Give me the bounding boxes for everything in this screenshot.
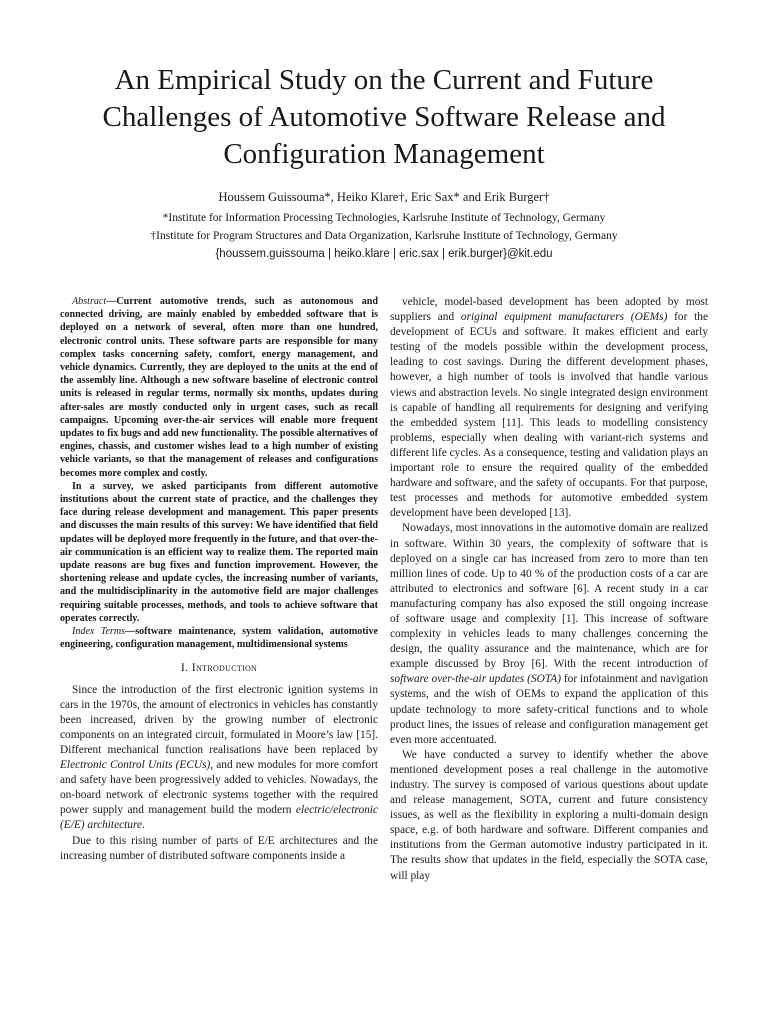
abstract-text-1: —Current automotive trends, such as autonomous and connected driving, are mainly enabled by embedded software that is deployed on a network of several, often more than one hundred, electronic control units. These software parts are responsible for many complex tasks concerning safety, comfort, energy management, and vehicle dynamics. Currently, they are deployed to the units at the end of the assembly line. Although a new software baseline of electronic control units is released in regular terms, normally six months, updates during after-sales are mostly conducted only in urgent cases, such as recall campaigns. Upcoming over-the-air services will enable more frequent updates to fix bugs and add new functionality. The possible alternatives of engines, chassis, and customer wishes lead to a high number of existing vehicle variants, so that the management of releases and configurations becomes more complex and costly. [60, 296, 378, 479]
abstract [60, 295, 378, 651]
right-p1-em-oems: original equipment manufacturers (OEMs) [460, 311, 668, 324]
intro-p1-text-c: . [142, 819, 145, 832]
abstract-paragraph-1 [60, 295, 378, 480]
intro-p1-text-b: , and new modules for more comfort and safety have been progressively added to vehicles. Nowadays, the on-board network of electronic systems together with the required power supply and management build the modern [60, 759, 378, 817]
section-heading-introduction [60, 660, 378, 675]
affiliation-2: †Institute for Program Structures and Data Organization, Karlsruhe Institute of Technology, Germany [150, 230, 618, 242]
author-emails: {houssem.guissouma | heiko.klare | eric.sax | erik.burger}@kit.edu [215, 248, 553, 260]
section-number: I. [180, 660, 189, 675]
intro-paragraph-1 [60, 683, 378, 834]
right-p2-text-b: for infotainment and navigation systems, and the wish of OEMs to expand the application of this update technology to more safety-critical functions and to whole product lines, the issues of release and configuration management get even more accentuated. [390, 673, 708, 746]
left-column [60, 295, 378, 864]
intro-paragraph-2: Due to this rising number of parts of E/E architectures and the increasing number of distributed software components inside a [60, 834, 378, 862]
index-terms-text: —software maintenance, system validation, automotive engineering, configuration management, multidimensional systems [60, 626, 378, 651]
section-title: Introduction [191, 660, 258, 675]
right-p2-text-a: Nowadays, most innovations in the automotive domain are realized in software. Within 30 years, the complexity of software that is deployed on a single car has increased from zero to more than ten million lines of code. Up to 40 % of the production costs of a car are attributed to electronics and software [6]. A recent study in a car manufacturing company has also exposed the still ongoing increase of software usage and complexity [1]. This increase of software complexity in vehicles leads to many challenges concerning the design, the quality assurance and the maintenance, which are for example discussed by Broy [6]. With the recent introduction of [390, 522, 708, 671]
index-terms [60, 625, 378, 651]
index-terms-label: Index Terms [72, 626, 126, 638]
right-p1-text-b: for the development of ECUs and software. It makes efficient and early testing of the models possible within the development process, leading to cost savings. During the different development phases, however, a high number of tools is involved that handle various views and abstraction levels. No single integrated design environment is capable of handling all requirements for designing and verifying the embedded system [11]. This leads to modelling consistency problems, especially when dealing with variant-rich systems and different life cycles. As a consequence, testing and validation plays an important role to ensure the required quality of the embedded hardware and software, and the safety of occupants. For that purpose, test processes and methods for automotive embedded system development have been developed [13]. [390, 311, 708, 520]
right-p2-em-sota: software over-the-air updates (SOTA) [390, 673, 561, 686]
intro-p1-text-a: Since the introduction of the first electronic ignition systems in cars in the 1970s, the amount of electronics in vehicles has constantly been increased, driven by the growing number of electronic components on an integrated circuit, formulated in Moore’s law [15]. Different mechanical function realisations have been replaced by [60, 683, 378, 756]
affiliation-1: *Institute for Information Processing Technologies, Karlsruhe Institute of Technology, Germany [162, 212, 606, 224]
paper-title: An Empirical Study on the Current and Future Challenges of Automotive Software Release and Configuration Management [102, 64, 666, 170]
abstract-label: Abstract [72, 296, 107, 307]
right-p1-text-a: vehicle, model-based development has been adopted by most suppliers and [390, 296, 708, 324]
abstract-paragraph-2: In a survey, we asked participants from different automotive institutions about the current state of practice, and the challenges they face during release development and management. This paper presents and discusses the main results of this survey: We have identified that field updates will be deployed more frequently in the future, and that over-the-air communication is an efficient way to realize them. The reported main update reasons are bug fixes and function improvement. However, the shortening release and update cycles, the increasing number of variants, and the multidisciplinarity in the automotive field are major challenges requiring suitable processes, methods, and tools to achieve software that operates correctly. [60, 480, 378, 624]
intro-p1-em-ee: electric/electronic (E/E) architecture [60, 804, 378, 832]
right-paragraph-3: We have conducted a survey to identify whether the above mentioned development poses a real challenge in the automotive industry. The survey is composed of various questions about update and release management, SOTA, current and future consistency issues, as well as the flexibility in exploring a multi-domain design space, e.g. of both hardware and software. Different companies and institutions from the German automotive industry participated in it. The results show that updates in the field, especially the SOTA case, will play [390, 748, 708, 882]
author-list: Houssem Guissouma*, Heiko Klare†, Eric Sax* and Erik Burger† [218, 190, 550, 204]
right-paragraph-1 [390, 295, 708, 521]
right-column [390, 295, 708, 884]
right-paragraph-2 [390, 521, 708, 747]
intro-p1-em-ecus: Electronic Control Units (ECUs) [60, 759, 211, 772]
